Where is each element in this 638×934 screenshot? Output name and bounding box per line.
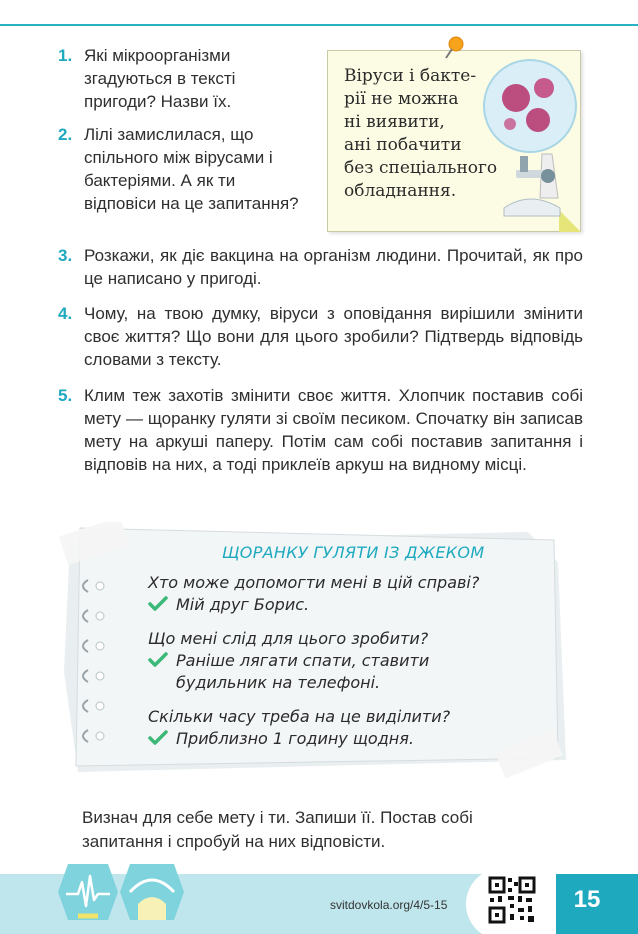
card-question: Хто може допомогти мені в цій справі? bbox=[148, 573, 480, 592]
microscope-icon bbox=[480, 58, 580, 228]
question-text: Лілі замислилася, що спільного між вірусами і бактеріями. А як ти відповіси на це запитання? bbox=[84, 125, 299, 213]
note-line: ні виявити, bbox=[344, 112, 445, 132]
notebook-card bbox=[58, 522, 572, 782]
card-title: ЩОРАНКУ ГУЛЯТИ ІЗ ДЖЕКОМ bbox=[222, 543, 485, 562]
card-answer-line: будильник на телефоні. bbox=[176, 673, 381, 692]
top-rule bbox=[0, 24, 638, 26]
check-icon bbox=[148, 652, 168, 668]
question-text: Розкажи, як діє вакцина на організм людини. Прочитай, як про це написано у пригоді. bbox=[84, 246, 583, 288]
check-icon bbox=[148, 596, 168, 612]
question-number: 5. bbox=[58, 386, 73, 405]
card-question: Скільки часу треба на це виділити? bbox=[148, 707, 451, 726]
question-2 bbox=[58, 123, 308, 215]
card-question: Що мені слід для цього зробити? bbox=[148, 629, 429, 648]
question-3 bbox=[58, 244, 583, 290]
card-answer-line: Раніше лягати спати, ставити bbox=[176, 651, 430, 670]
question-number: 3. bbox=[58, 246, 73, 265]
card-answer-line: Мій друг Борис. bbox=[176, 595, 310, 614]
note-line: обладнання. bbox=[344, 181, 457, 201]
card-answer-line: Приблизно 1 годину щодня. bbox=[176, 729, 414, 748]
tunnel-icon bbox=[120, 864, 184, 920]
page-number: 15 bbox=[573, 886, 601, 913]
heartbeat-icon bbox=[58, 864, 118, 920]
question-4 bbox=[58, 302, 583, 371]
footer-url[interactable]: svitdovkola.org/4/5-15 bbox=[330, 898, 448, 912]
note-line: ані побачити bbox=[344, 135, 462, 155]
question-number: 4. bbox=[58, 304, 73, 323]
question-text: Клим теж захотів змінити своє життя. Хлопчик поставив собі мету — щоранку гуляти зі своїм песиком. Спочатку він записав мету на аркуші паперу. Потім сам собі поставив запитання і відповів на них, а тоді приклеїв аркуш на видному місці. bbox=[84, 386, 583, 474]
card-answer bbox=[148, 728, 548, 750]
check-icon bbox=[148, 730, 168, 746]
question-5 bbox=[58, 384, 583, 476]
note-line: без спеціального bbox=[344, 158, 498, 178]
note-line: рії не можна bbox=[344, 89, 459, 109]
card-answer bbox=[148, 650, 548, 694]
question-number: 1. bbox=[58, 46, 73, 65]
card-content bbox=[148, 540, 548, 750]
pushpin-icon bbox=[444, 36, 466, 60]
question-number: 2. bbox=[58, 125, 73, 144]
note-line: Віруси і бакте- bbox=[344, 66, 477, 86]
qr-code-icon[interactable] bbox=[488, 876, 536, 924]
final-instruction: Визнач для себе мету і ти. Запиши її. Постав собі запитання і спробуй на них відповісти. bbox=[82, 808, 473, 851]
card-answer bbox=[148, 594, 548, 616]
question-text: Чому, на твою думку, віруси з оповідання вирішили змінити своє життя? Що вони для цього зробили? Підтвердь відповідь словами з тексту. bbox=[84, 304, 583, 369]
section-badges bbox=[58, 860, 188, 924]
question-1 bbox=[58, 44, 308, 113]
question-text: Які мікроорганізми згадуються в тексті пригоди? Назви їх. bbox=[84, 46, 236, 111]
